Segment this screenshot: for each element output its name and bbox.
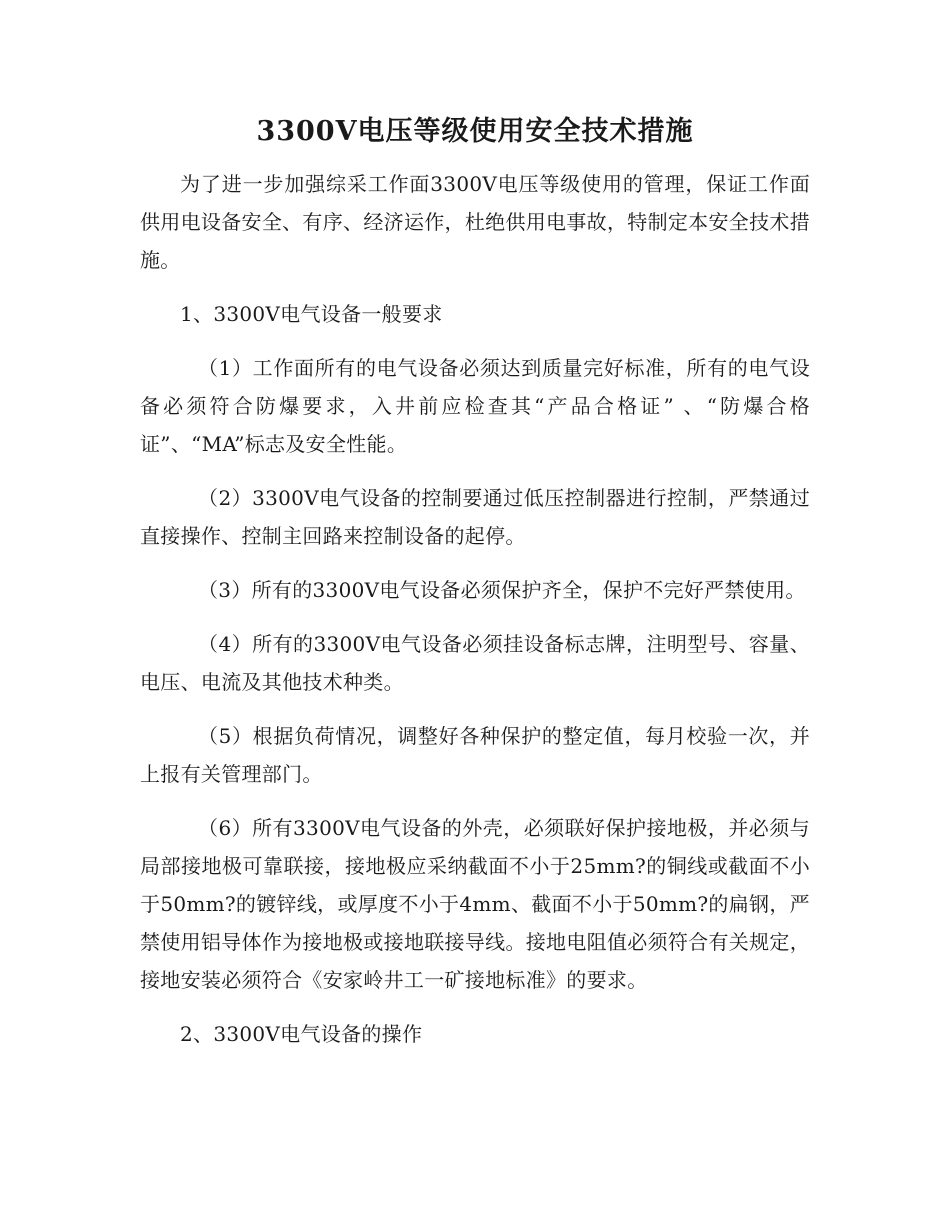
section-2-heading: 2、3300V电气设备的操作 xyxy=(180,1022,423,1046)
section-1-heading: 1、3300V电气设备一般要求 xyxy=(180,302,443,326)
section-1-item-6: （6）所有3300V电气设备的外壳，必须联好保护接地极，并必须与局部接地极可靠联接，接地极应采纳截面不小于25mm?的铜线或截面不小于50mm?的镀锌线，或厚度不小于4mm、截面不小于50mm?的扁钢，严禁使用铝导体作为接地极或接地联接导线。接地电阻值必须符合有关规定，接地安装必须符合《安家岭井工一矿接地标准》的要求。 xyxy=(140,816,810,992)
section-1-item-2: （2）3300V电气设备的控制要通过低压控制器进行控制，严禁通过直接操作、控制主回路来控制设备的起停。 xyxy=(140,486,810,548)
section-1-item-1: （1）工作面所有的电气设备必须达到质量完好标准，所有的电气设备必须符合防爆要求，入井前应检查其“产品合格证” 、“防爆合格证”、“MA”标志及安全性能。 xyxy=(140,356,810,456)
intro-paragraph: 为了进一步加强综采工作面3300V电压等级使用的管理，保证工作面供用电设备安全、有序、经济运作，杜绝供用电事故，特制定本安全技术措施。 xyxy=(140,172,810,272)
section-1-item-4: （4）所有的3300V电气设备必须挂设备标志牌，注明型号、容量、电压、电流及其他技术种类。 xyxy=(140,632,810,694)
section-1-item-5: （5）根据负荷情况，调整好各种保护的整定值，每月校验一次，并上报有关管理部门。 xyxy=(140,724,810,786)
document-title: 3300V电压等级使用安全技术措施 xyxy=(256,116,694,147)
section-1-item-3: （3）所有的3300V电气设备必须保护齐全，保护不完好严禁使用。 xyxy=(198,578,806,602)
document-body xyxy=(140,165,810,1053)
